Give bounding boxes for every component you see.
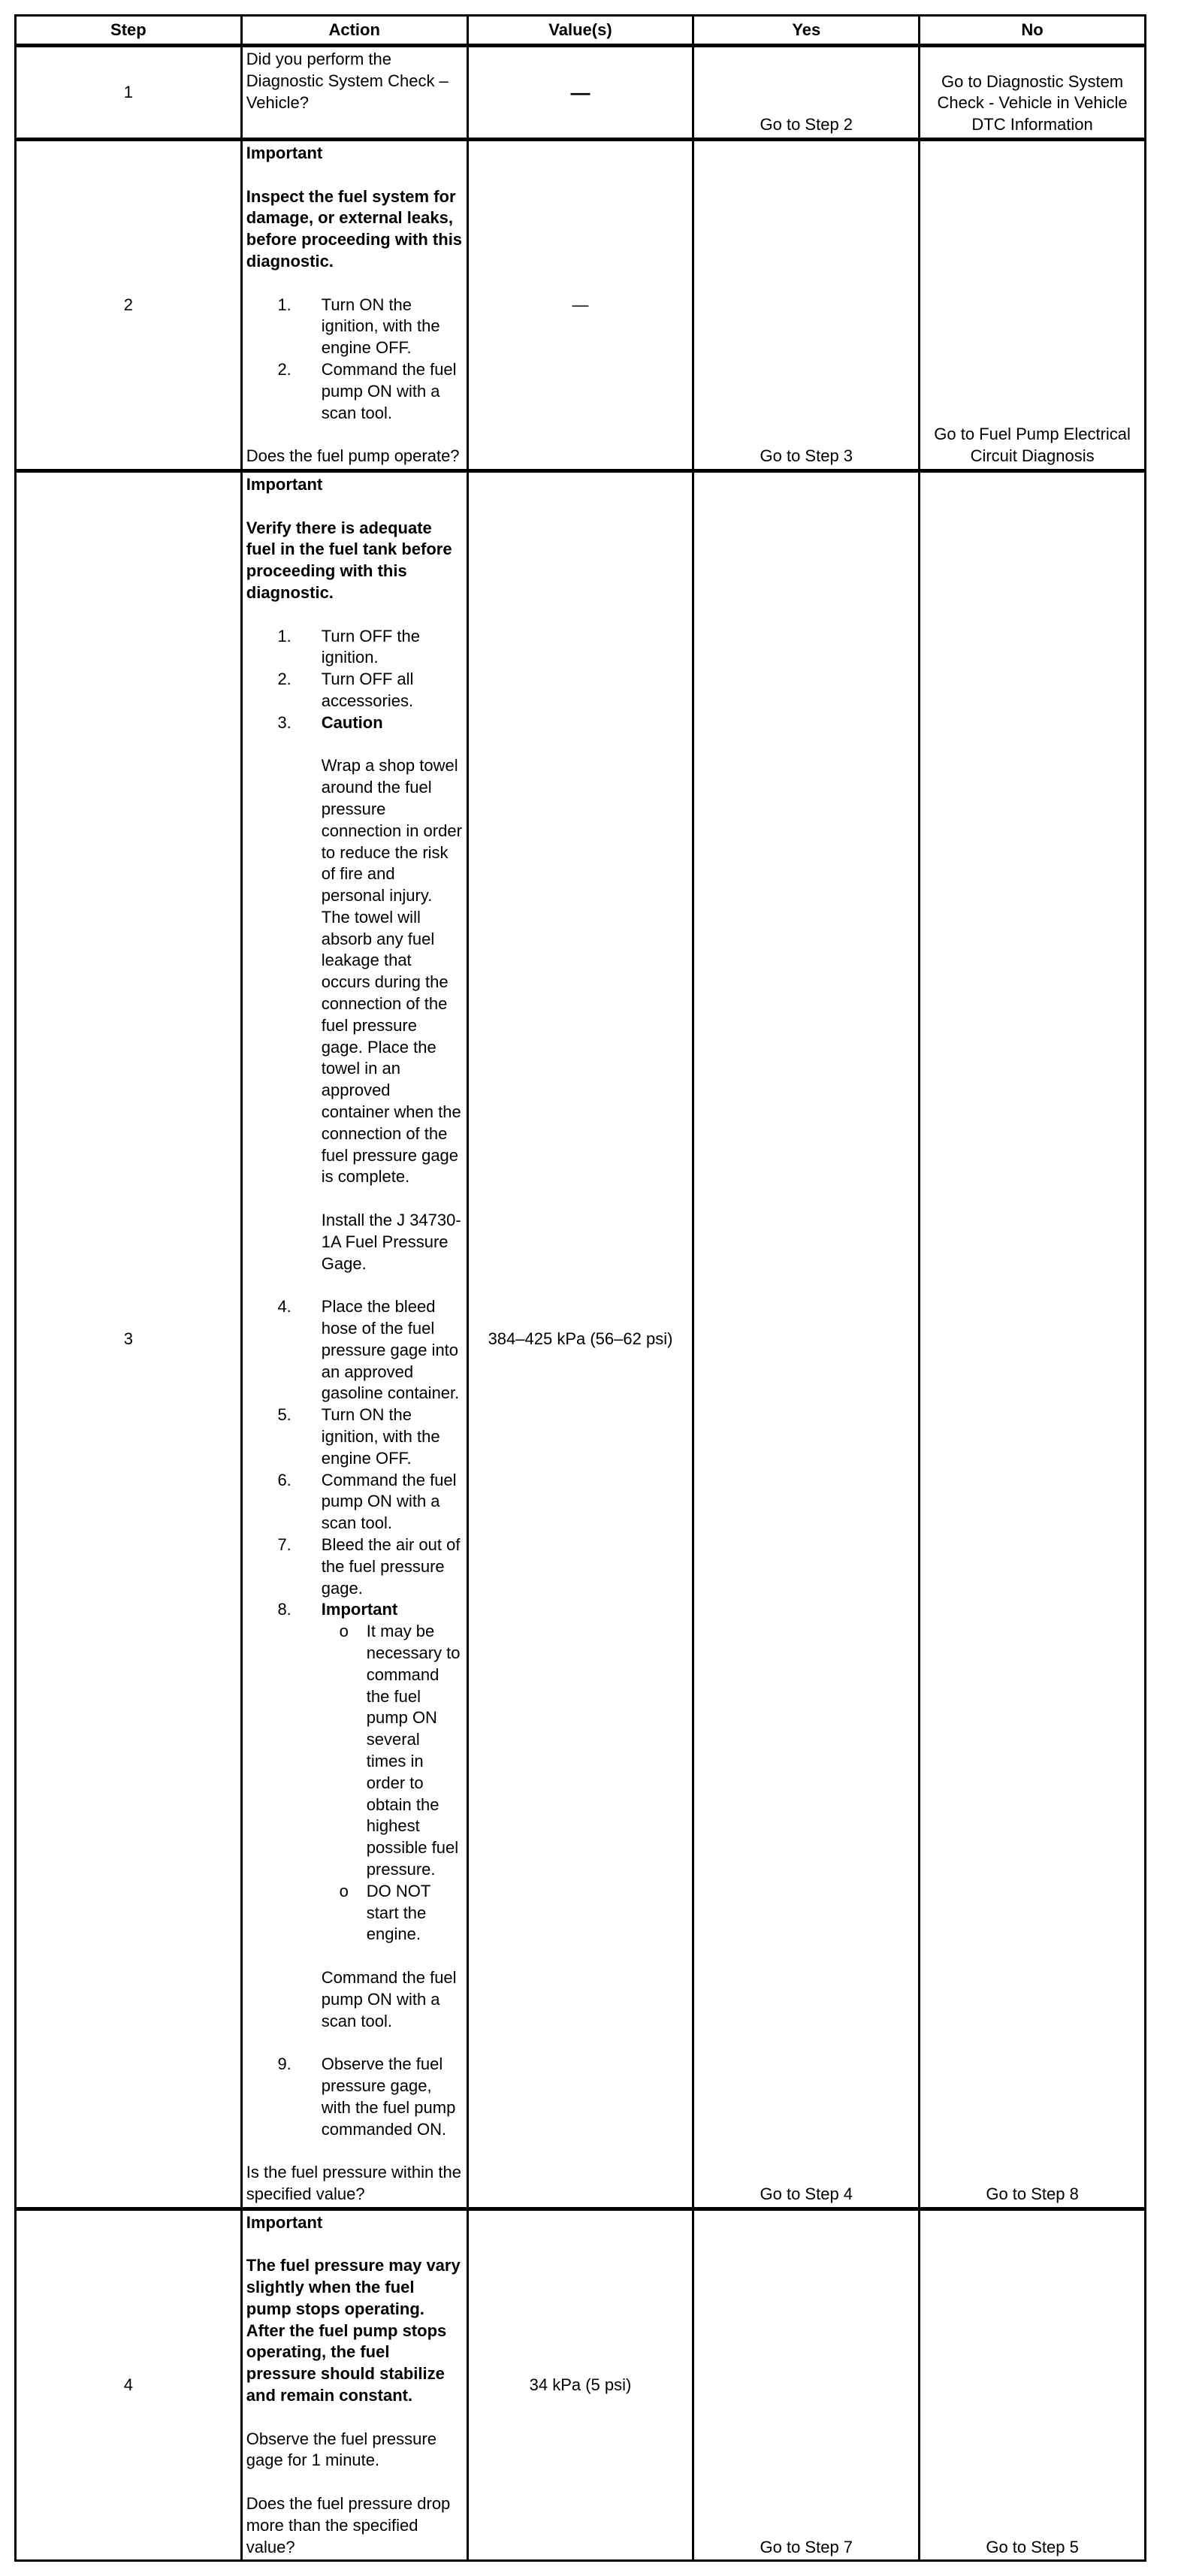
action-cell xyxy=(241,470,467,2209)
important-note: Inspect the fuel system for damage, or external leaks, before proceeding with this diagnostic. xyxy=(246,186,463,271)
important-heading: Important xyxy=(246,2212,323,2232)
step-number: 1 xyxy=(16,46,242,140)
list-item: 3. Caution xyxy=(277,712,383,732)
no-cell: Go to Step 5 xyxy=(920,2209,1146,2561)
bullet-item: o DO NOT start the engine. xyxy=(339,1881,430,1944)
important-note: Verify there is adequate fuel in the fuel tank before proceeding with this diagnostic. xyxy=(246,518,452,602)
table-row xyxy=(16,2209,1146,2561)
question: Does the fuel pressure drop more than the specified value? xyxy=(246,2494,451,2556)
table-row xyxy=(16,140,1146,471)
list-item: 1. Turn ON the ignition, with the engine OFF. xyxy=(277,295,440,358)
command-text: Command the fuel pump ON with a scan tool. xyxy=(321,1967,457,2030)
no-cell: Go to Step 8 xyxy=(920,470,1146,2209)
action-cell xyxy=(241,140,467,471)
value-cell: — xyxy=(467,140,693,471)
question: Did you perform the Diagnostic System Check – Vehicle? xyxy=(246,50,449,112)
install-text: Install the J 34730-1A Fuel Pressure Gage. xyxy=(321,1211,461,1273)
list-item: 7. Bleed the air out of the fuel pressure gage. xyxy=(277,1535,461,1598)
question: Is the fuel pressure within the specified value? xyxy=(246,2163,461,2203)
yes-cell: Go to Step 4 xyxy=(693,470,920,2209)
table-row xyxy=(16,46,1146,140)
yes-cell: Go to Step 2 xyxy=(693,46,920,140)
important-heading: Important xyxy=(246,474,323,494)
list-item: 2. Command the fuel pump ON with a scan tool. xyxy=(277,359,457,422)
important-heading: Important xyxy=(246,144,323,162)
caution-text: Wrap a shop towel around the fuel pressure connection in order to reduce the risk of fire and personal injury. The towel will absorb any fuel leakage that occurs during the connection of the fuel pressure gage. Place the towel in an approved container when the connection of the fuel pressure gage is complete. xyxy=(321,756,462,1187)
no-cell: Go to Diagnostic System Check - Vehicle in Vehicle DTC Information xyxy=(920,46,1146,140)
list-item: 5. Turn ON the ignition, with the engine OFF. xyxy=(277,1405,440,1468)
diagnostic-table xyxy=(14,14,1146,2562)
bullet-item: o It may be necessary to command the fuel pump ON several times in order to obtain the highest possible fuel pressure. xyxy=(339,1622,461,1879)
important-note: The fuel pressure may vary slightly when the fuel pump stops operating. After the fuel pump stops operating, the fuel pressure should stabilize and remain constant. xyxy=(246,2256,461,2405)
value-cell: — xyxy=(467,46,693,140)
yes-cell: Go to Step 3 xyxy=(693,140,920,471)
list-item: 9. Observe the fuel pressure gage, with the fuel pump commanded ON. xyxy=(277,2054,456,2139)
value-cell: 384–425 kPa (56–62 psi) xyxy=(467,470,693,2209)
observe-text: Observe the fuel pressure gage for 1 minute. xyxy=(246,2429,436,2470)
table-row xyxy=(16,470,1146,2209)
step-number: 2 xyxy=(16,140,242,471)
list-item: 4. Place the bleed hose of the fuel pressure gage into an approved gasoline container. xyxy=(277,1297,460,1403)
list-item: 8. Important xyxy=(277,1600,398,1619)
list-item: 1. Turn OFF the ignition. xyxy=(277,626,421,667)
no-cell: Go to Fuel Pump Electrical Circuit Diagnosis xyxy=(920,140,1146,471)
header-action: Action xyxy=(241,16,467,46)
action-cell xyxy=(241,46,467,140)
value-cell: 34 kPa (5 psi) xyxy=(467,2209,693,2561)
action-cell xyxy=(241,2209,467,2561)
yes-cell: Go to Step 7 xyxy=(693,2209,920,2561)
header-row xyxy=(16,16,1146,46)
header-step: Step xyxy=(16,16,242,46)
header-yes: Yes xyxy=(693,16,920,46)
list-item: 6. Command the fuel pump ON with a scan tool. xyxy=(277,1470,457,1533)
step-number: 4 xyxy=(16,2209,242,2561)
question: Does the fuel pump operate? xyxy=(246,446,460,466)
header-no: No xyxy=(920,16,1146,46)
step-number: 3 xyxy=(16,470,242,2209)
list-item: 2. Turn OFF all accessories. xyxy=(277,670,414,710)
header-values: Value(s) xyxy=(467,16,693,46)
